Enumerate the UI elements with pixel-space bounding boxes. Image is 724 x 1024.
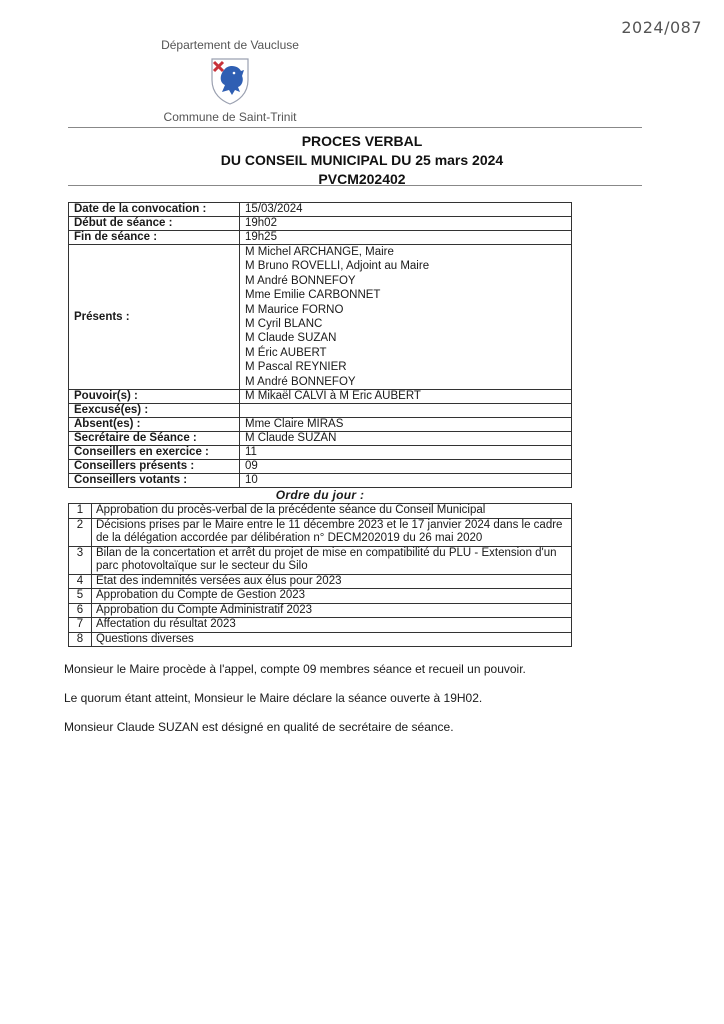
present-member: M André BONNEFOY bbox=[245, 375, 356, 388]
secretaire-value: M Claude SUZAN bbox=[240, 432, 572, 446]
pouvoir-value: M Mikaël CALVI à M Eric AUBERT bbox=[240, 390, 572, 404]
agenda-number: 3 bbox=[69, 546, 92, 574]
conseillers-presents-value: 09 bbox=[240, 460, 572, 474]
present-member: M Cyril BLANC bbox=[245, 318, 323, 331]
title-line-3: PVCM202402 bbox=[318, 171, 406, 187]
paragraph-roll-call: Monsieur le Maire procède à l'appel, compte 09 membres séance et recueil un pouvoir. bbox=[64, 662, 526, 676]
agenda-number: 8 bbox=[69, 632, 92, 647]
agenda-item bbox=[69, 574, 572, 589]
table-row bbox=[69, 217, 572, 231]
agenda-text: Questions diverses bbox=[92, 632, 572, 647]
agenda-number: 2 bbox=[69, 518, 92, 546]
agenda-title: Ordre du jour : bbox=[275, 488, 365, 502]
table-row bbox=[69, 460, 572, 474]
department-name: Département de Vaucluse bbox=[161, 38, 299, 52]
agenda-item bbox=[69, 546, 572, 574]
exercice-label: Conseillers en exercice : bbox=[69, 446, 240, 460]
session-info-table bbox=[68, 202, 572, 488]
votants-label: Conseillers votants : bbox=[69, 474, 240, 488]
agenda-text: Approbation du Compte de Gestion 2023 bbox=[92, 589, 572, 604]
convocation-label: Date de la convocation : bbox=[69, 203, 240, 217]
agenda-table bbox=[68, 503, 572, 647]
table-row bbox=[69, 446, 572, 460]
present-member: M Claude SUZAN bbox=[245, 332, 337, 345]
debut-value: 19h02 bbox=[240, 217, 572, 231]
agenda-text: Décisions prises par le Maire entre le 11 décembre 2023 et le 17 janvier 2024 dans le cadre de la délégation accordée par délibération n° DECM202019 du 26 mai 2020 bbox=[92, 518, 572, 546]
table-row bbox=[69, 404, 572, 418]
agenda-text: Approbation du Compte Administratif 2023 bbox=[92, 603, 572, 618]
title-line-2: DU CONSEIL MUNICIPAL DU 25 mars 2024 bbox=[220, 152, 504, 168]
page-title bbox=[0, 132, 724, 189]
table-row bbox=[69, 390, 572, 404]
title-divider bbox=[68, 185, 642, 186]
votants-value: 10 bbox=[240, 474, 572, 488]
absents-value: Mme Claire MIRAS bbox=[240, 418, 572, 432]
table-row bbox=[69, 418, 572, 432]
presents-list bbox=[240, 245, 572, 390]
present-member: M Maurice FORNO bbox=[245, 303, 344, 316]
present-member: M Pascal REYNIER bbox=[245, 361, 347, 374]
present-member: M Bruno ROVELLI, Adjoint au Maire bbox=[245, 260, 430, 273]
presents-label: Présents : bbox=[69, 245, 240, 390]
pouvoir-label: Pouvoir(s) : bbox=[69, 390, 240, 404]
document-reference: 2024/087 bbox=[621, 18, 702, 37]
table-row bbox=[69, 203, 572, 217]
agenda-number: 4 bbox=[69, 574, 92, 589]
agenda-number: 7 bbox=[69, 618, 92, 633]
table-row bbox=[69, 474, 572, 488]
present-member: Mme Emilie CARBONNET bbox=[245, 289, 381, 302]
title-line-1: PROCES VERBAL bbox=[301, 133, 423, 149]
secretaire-label: Secrétaire de Séance : bbox=[69, 432, 240, 446]
agenda-text: Etat des indemnités versées aux élus pour 2023 bbox=[92, 574, 572, 589]
agenda-item bbox=[69, 603, 572, 618]
debut-label: Début de séance : bbox=[69, 217, 240, 231]
present-member: M André BONNEFOY bbox=[245, 274, 356, 287]
agenda-item bbox=[69, 618, 572, 633]
agenda-item bbox=[69, 589, 572, 604]
excuses-label: Eexcusé(es) : bbox=[69, 404, 240, 418]
present-member: M Michel ARCHANGE, Maire bbox=[245, 246, 394, 258]
paragraph-quorum: Le quorum étant atteint, Monsieur le Maire déclare la séance ouverte à 19H02. bbox=[64, 691, 483, 705]
agenda-text: Bilan de la concertation et arrêt du projet de mise en compatibilité du PLU - Extension d'un parc photovoltaïque sur le secteur du Silo bbox=[92, 546, 572, 574]
agenda-text: Affectation du résultat 2023 bbox=[92, 618, 572, 633]
convocation-value: 15/03/2024 bbox=[240, 203, 572, 217]
table-row bbox=[69, 245, 572, 390]
agenda-text: Approbation du procès-verbal de la précédente séance du Conseil Municipal bbox=[92, 504, 572, 519]
present-member: M Éric AUBERT bbox=[245, 346, 327, 359]
coat-of-arms-icon bbox=[208, 56, 252, 106]
conseillers-presents-label: Conseillers présents : bbox=[69, 460, 240, 474]
fin-label: Fin de séance : bbox=[69, 231, 240, 245]
paragraph-secretary: Monsieur Claude SUZAN est désigné en qualité de secrétaire de séance. bbox=[64, 720, 454, 734]
top-divider bbox=[68, 127, 642, 128]
table-row bbox=[69, 231, 572, 245]
agenda-item bbox=[69, 632, 572, 647]
fin-value: 19h25 bbox=[240, 231, 572, 245]
agenda-number: 5 bbox=[69, 589, 92, 604]
agenda-item bbox=[69, 518, 572, 546]
letterhead bbox=[140, 38, 320, 124]
excuses-value bbox=[240, 404, 572, 418]
commune-name: Commune de Saint-Trinit bbox=[163, 110, 297, 124]
agenda-number: 6 bbox=[69, 603, 92, 618]
exercice-value: 11 bbox=[240, 446, 572, 460]
agenda-item bbox=[69, 504, 572, 519]
table-row bbox=[69, 432, 572, 446]
agenda-number: 1 bbox=[69, 504, 92, 519]
absents-label: Absent(es) : bbox=[69, 418, 240, 432]
